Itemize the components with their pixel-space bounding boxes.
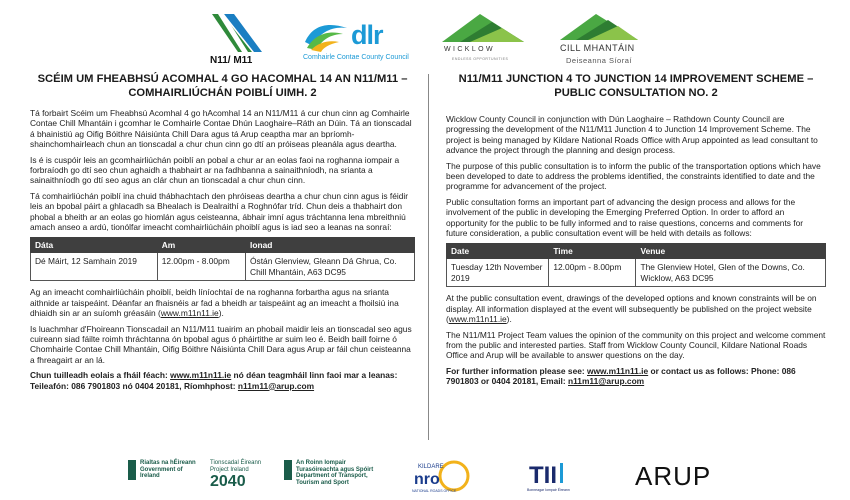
english-paragraph-5: The N11/M11 Project Team values the opinion of the community on this project and welcome comment from the public and interested parties. Staff from Wicklow County Council, Kildare National Roads Office and Arup will be available to answer questions on the day. bbox=[446, 329, 826, 361]
dlr-logo-subtitle: Comhairle Contae County Council bbox=[303, 54, 409, 61]
cill-logo-text: CILL MHANTÁIN bbox=[560, 43, 635, 53]
dlr-logo bbox=[303, 18, 411, 64]
email-link[interactable]: n11m11@arup.com bbox=[237, 380, 315, 391]
table-header-time: Am bbox=[157, 238, 245, 253]
table-header-row bbox=[31, 238, 415, 253]
irish-contact-details: nó déan teagmháil linn faoi mar a leanas: Teileafón: 086 7901803 nó 0404 20181, Ríomhphost: bbox=[30, 370, 398, 391]
english-contact-paragraph bbox=[446, 366, 826, 387]
wicklow-logo-text: WICKLOW bbox=[444, 46, 496, 53]
arup-logo: ARUP bbox=[635, 461, 712, 491]
tii-subtitle: Bonneagar Iompair Éireann bbox=[527, 488, 570, 492]
irish-paragraph-5: Is luachmhar d'Fhoireann Tionscadail an N11/M11 tuairim an phobail maidir leis an tionscadal seo agus cuireann siad fáilte roimh thráchtanna ón bpobal agus ó pháirtithe ar suim leo é. Beidh baill foirne ó Chomhairle Contae Chill Mhantáin, Oifig Bóithre Náisiúnta Chill Dara agus Arup ar fáil chun ceisteanna a fhreagairt ar an lá. bbox=[30, 323, 412, 365]
top-logo-bar bbox=[0, 8, 850, 68]
english-event-table bbox=[446, 243, 826, 287]
column-divider bbox=[428, 74, 429, 440]
irish-paragraph-1: Tá forbairt Scéim um Fheabhsú Acomhal 4 go hAcomhal 14 an N11/M11 á cur chun cinn ag Comhairle Contae Chill Mhantáin i gcomhar le Comhairle Contae Dhún Laoghaire–Ráth an Dúin. Tá an tionscadal á bhainistiú ag Oifig Bóithre Náisiúnta Chill Dara agus tá Arup ceaptha mar an bpríomh-shainchomhairleach chun an tionscadal a chur chun cinn go dtí an próiseas pleanála agus deartha. bbox=[30, 108, 412, 150]
irish-event-table bbox=[30, 237, 415, 281]
english-paragraph-3: Public consultation forms an important part of advancing the design process and allows for the involvement of the public in developing the Emerging Preferred Option. In order to afford an opportunity for the public to be fully informed and to raise questions, concerns and comments for future consideration, a public consultation event will be held with details as follows: bbox=[446, 196, 804, 239]
tii-logo bbox=[527, 457, 571, 495]
table-header-venue: Venue bbox=[636, 244, 826, 259]
table-row bbox=[31, 253, 415, 281]
wicklow-logo bbox=[440, 12, 526, 68]
irish-paragraph-3: Tá comhairliúchán poiblí ina chuid thábhachtach den phróiseas deartha a chur chun cinn agus is féidir leis an bpobal páirt a ghlacadh sa Bhealach is Dealraithí a Roghnófar tríd. Chun deis a thabhairt don phobal a bheith ar an eolas go hiomlán agus ceisteanna, ábhair imní agus tráchtanna lena mbreithniú amach anseo a ardú, tionólfar imeacht comhairliúcháin phoiblí agus is iad seo a leanas na sonraí: bbox=[30, 190, 409, 233]
irish-contact-text: Chun tuilleadh eolais a fháil féach: bbox=[30, 370, 171, 381]
dlr-logo-text: dlr bbox=[351, 20, 383, 50]
irish-paragraph-2: Is é is cuspóir leis an gcomhairliúchán poiblí an pobal a chur ar an eolas faoi na roghanna iompair a forbraíodh go dtí seo chun aghaidh a thabhairt ar na fadhbanna a sainaithníodh, na srianta a sainaithníodh go dtí seo agus an clár chun an tionscadal a chur chun cinn. bbox=[30, 154, 400, 186]
tii-mark-icon bbox=[527, 457, 571, 495]
english-paragraph-4 bbox=[446, 293, 826, 324]
nro-subtitle: NATIONAL ROADS OFFICE bbox=[412, 489, 457, 493]
english-p4-end: ). bbox=[506, 314, 512, 325]
nro-text: nro bbox=[414, 471, 440, 488]
kildare-nro-logo bbox=[410, 460, 470, 494]
wicklow-logo-subtitle: ENDLESS OPPORTUNITIES bbox=[452, 57, 509, 61]
project-ireland-year: 2040 bbox=[210, 473, 246, 490]
table-cell-time: 12.00pm - 8.00pm bbox=[549, 259, 636, 287]
table-cell-venue: Óstán Glenview, Gleann Dá Ghrua, Co. Chill Mhantáin, A63 DC95 bbox=[246, 253, 415, 281]
english-contact-details: or contact us as follows: Phone: 086 7901803 or 0404 20181, Email: bbox=[446, 365, 796, 387]
table-header-date: Dáta bbox=[31, 238, 158, 253]
project-ireland-2040-logo bbox=[210, 460, 270, 491]
gov-logo-text: Rialtas na hÉireann Government of Ireland bbox=[140, 460, 196, 479]
english-contact-text: For further information please see: bbox=[446, 365, 588, 376]
harp-icon bbox=[284, 460, 292, 480]
table-cell-time: 12.00pm - 8.00pm bbox=[157, 253, 245, 281]
table-row bbox=[447, 259, 826, 287]
mountain-icon bbox=[558, 12, 640, 42]
dept-logo-text: An Roinn Iompair Turasóireachta agus Spóirt Department of Transport, Tourism and Sport bbox=[296, 460, 374, 486]
table-cell-venue: The Glenview Hotel, Glen of the Downs, Co. Wicklow, A63 DC95 bbox=[636, 259, 826, 287]
irish-contact-paragraph bbox=[30, 370, 415, 391]
website-link[interactable]: www.m11n11.ie bbox=[170, 370, 232, 381]
cill-mhantain-logo bbox=[558, 12, 640, 68]
dlr-wave-icon bbox=[303, 18, 351, 52]
department-of-transport-logo bbox=[296, 460, 376, 486]
website-link[interactable]: www.m11n11.ie bbox=[587, 365, 649, 376]
road-graphic-icon bbox=[208, 14, 264, 54]
table-header-venue: Ionad bbox=[246, 238, 415, 253]
english-paragraph-1: Wicklow County Council in conjunction with Dún Laoghaire – Rathdown County Council are progressing the development of the N11/M11 Junction 4 to Junction 14 Improvement Scheme. The project is being managed by Kildare National Roads Office with Arup appointed as lead consultant to advance the project through the planning and design process. bbox=[446, 114, 818, 156]
irish-paragraph-4 bbox=[30, 287, 415, 318]
irish-p4-text: Ag an imeacht comhairliúcháin phoiblí, beidh líníochtaí de na roghanna forbartha agus na srianta aithnide ar taispeáint. Déanfar an fhaisnéis ar fad a bheidh ar taispeáint ag an imeacht a fhoilsiú ina dhiaidh sin ar an suíomh gréasáin ( bbox=[30, 287, 399, 319]
table-cell-date: Dé Máirt, 12 Samhain 2019 bbox=[31, 253, 158, 281]
cill-logo-subtitle: Deiseanna Síoraí bbox=[566, 56, 632, 65]
irish-notice-column bbox=[30, 72, 415, 396]
government-of-ireland-logo bbox=[140, 460, 200, 480]
nro-top-text: KILDARE bbox=[418, 464, 444, 470]
bottom-logo-bar bbox=[0, 455, 850, 500]
english-notice-column bbox=[446, 72, 826, 392]
english-notice-title: N11/M11 JUNCTION 4 TO JUNCTION 14 IMPROVEMENT SCHEME – PUBLIC CONSULTATION NO. 2 bbox=[458, 73, 814, 99]
website-link[interactable]: www.m11n11.ie bbox=[448, 314, 507, 325]
tii-text: TII bbox=[529, 462, 557, 489]
n11-logo-text: N11/ M11 bbox=[210, 55, 253, 66]
nro-swirl-icon bbox=[410, 460, 470, 494]
table-header-row bbox=[447, 244, 826, 259]
email-link[interactable]: n11m11@arup.com bbox=[568, 376, 645, 387]
project-ireland-text: Tionscadal Éireann Project Ireland bbox=[210, 460, 262, 473]
website-link[interactable]: www.m11n11.ie bbox=[160, 308, 219, 319]
english-paragraph-2: The purpose of this public consultation is to inform the public of the transportation options which have been developed to date to address the problems identified, the constraints identified to date and the programme for advancement of the project. bbox=[446, 160, 821, 192]
table-cell-date: Tuesday 12th November 2019 bbox=[447, 259, 549, 287]
irish-p4-end: ). bbox=[218, 308, 224, 319]
english-p4-text: At the public consultation event, drawings of the developed options and known constraints will be on display. All information displayed at the event will subsequently be published on the project website ( bbox=[446, 293, 817, 325]
table-header-date: Date bbox=[447, 244, 549, 259]
n11-m11-logo bbox=[208, 14, 264, 66]
harp-icon bbox=[128, 460, 136, 480]
irish-notice-title: SCÉIM UM FHEABHSÚ ACOMHAL 4 GO HACOMHAL 14 AN N11/M11 – COMHAIRLIÚCHÁN POIBLÍ UIMH. 2 bbox=[37, 73, 408, 99]
table-header-time: Time bbox=[549, 244, 636, 259]
mountain-icon bbox=[440, 12, 526, 44]
